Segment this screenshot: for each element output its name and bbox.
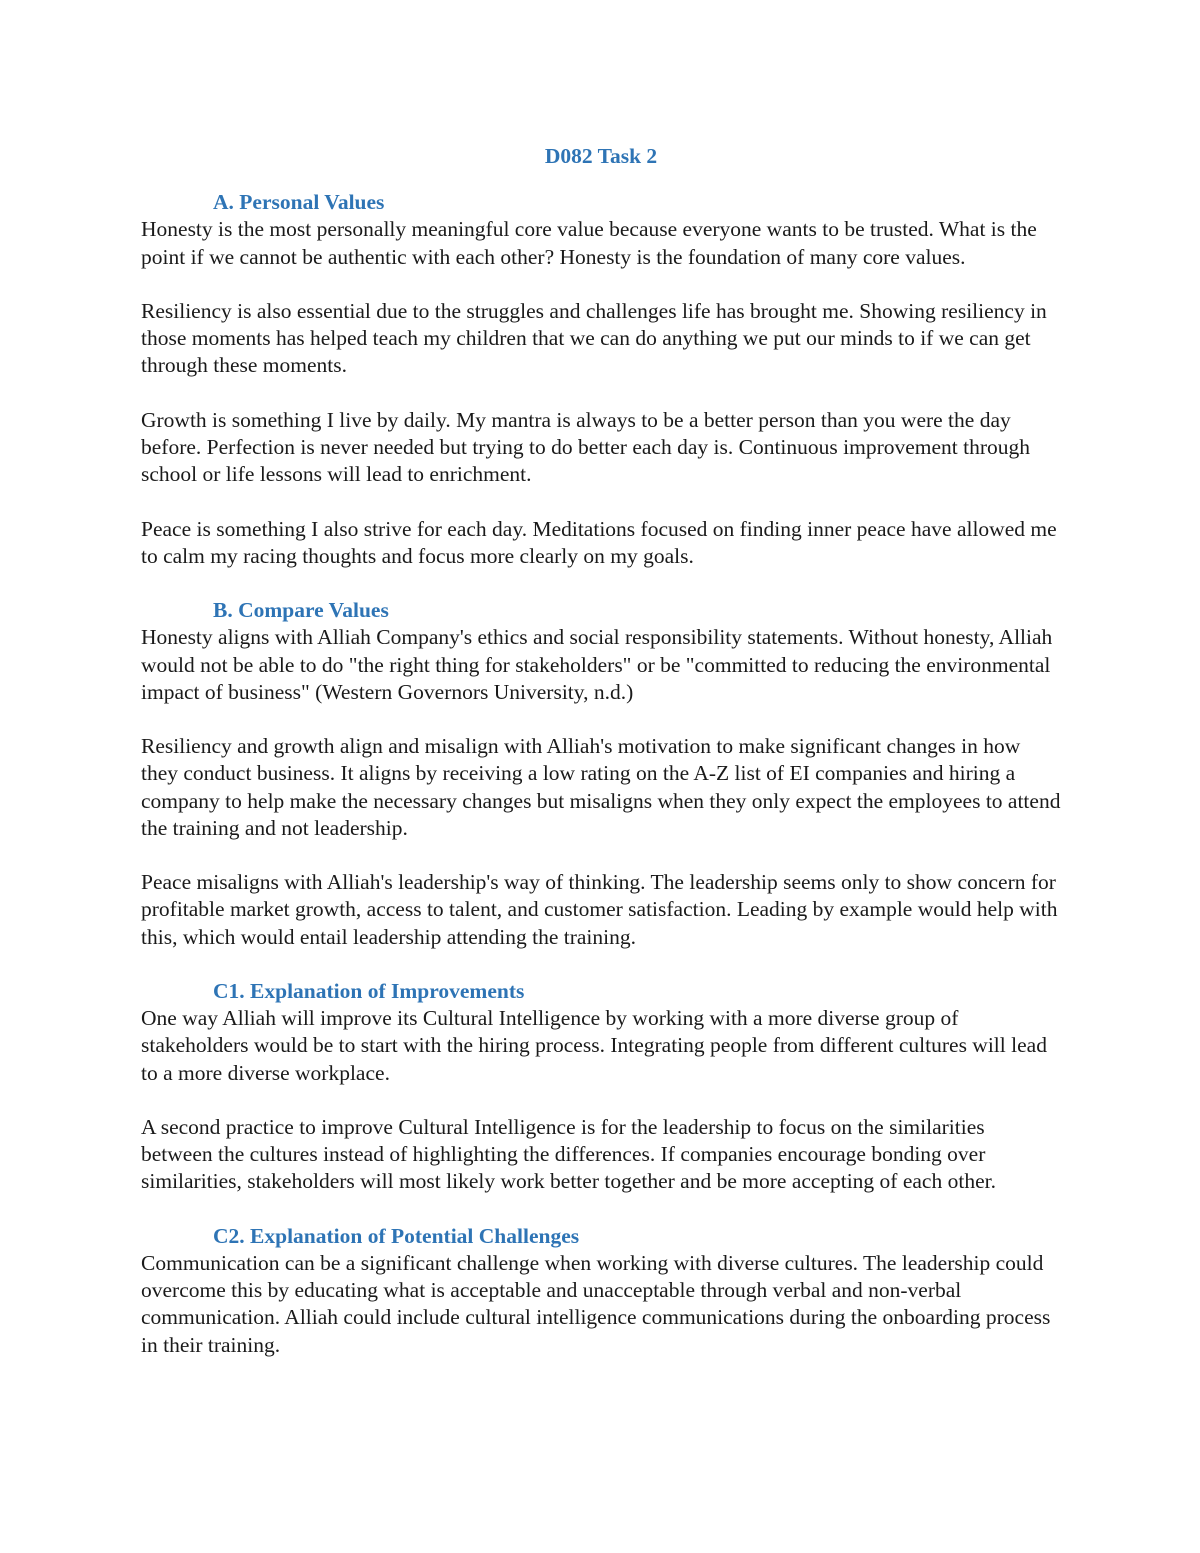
section-heading: C1. Explanation of Improvements	[213, 978, 525, 1003]
section-heading: A. Personal Values	[213, 190, 385, 215]
paragraph: Peace is something I also strive for each day. Meditations focused on finding inner peace have allowed me to calm my racing thoughts and focus more clearly on my goals.	[141, 516, 1057, 568]
paragraph: Resiliency and growth align and misalign with Alliah's motivation to make significant changes in how they conduct business. It aligns by receiving a low rating on the A-Z list of EI companies and hiring a company to help make the necessary changes but misaligns when they only expect the employees to attend the training and not leadership.	[141, 734, 1061, 840]
document-body	[141, 140, 1061, 1386]
paragraph: A second practice to improve Cultural Intelligence is for the leadership to focus on the similarities between the cultures instead of highlighting the differences. If companies encourage bonding over similarities, stakeholders will most likely work better together and be more accepting of each other.	[141, 1114, 996, 1194]
paragraph: Resiliency is also essential due to the struggles and challenges life has brought me. Showing resiliency in those moments has helped teach my children that we can do anything we put our minds to if we can get through these moments.	[141, 299, 1047, 378]
paragraph: Honesty is the most personally meaningful core value because everyone wants to be trusted. What is the point if we cannot be authentic with each other? Honesty is the foundation of many core values.	[141, 217, 1037, 269]
section-explanation-of-improvements	[141, 978, 1061, 1196]
section-personal-values	[141, 189, 1061, 570]
paragraph: Growth is something I live by daily. My mantra is always to be a better person than you were the day before. Perfection is never needed but trying to do better each day is. Continuous improvement through school or life lessons will lead to enrichment.	[141, 407, 1031, 487]
paragraph: One way Alliah will improve its Cultural Intelligence by working with a more diverse group of stakeholders would be to start with the hiring process. Integrating people from different cultures will lead to a more diverse workplace.	[141, 1006, 1047, 1085]
section-heading: C2. Explanation of Potential Challenges	[213, 1223, 580, 1248]
document-title: D082 Task 2	[544, 144, 658, 168]
paragraph: Communication can be a significant challenge when working with diverse cultures. The leadership could overcome this by educating what is acceptable and unacceptable through verbal and non-verbal communication. Alliah could include cultural intelligence communications during the onboarding process in their training.	[141, 1250, 1051, 1357]
paragraph: Peace misaligns with Alliah's leadership's way of thinking. The leadership seems only to show concern for profitable market growth, access to talent, and customer satisfaction. Leading by example would help with this, which would entail leadership attending the training.	[141, 870, 1058, 949]
paragraph: Honesty aligns with Alliah Company's ethics and social responsibility statements. Without honesty, Alliah would not be able to do "the right thing for stakeholders" or be "committed to reducing the environmental impact of business" (Western Governors University, n.d.)	[141, 625, 1053, 704]
section-potential-challenges	[141, 1223, 1061, 1359]
section-heading: B. Compare Values	[213, 598, 389, 623]
section-compare-values	[141, 597, 1061, 951]
